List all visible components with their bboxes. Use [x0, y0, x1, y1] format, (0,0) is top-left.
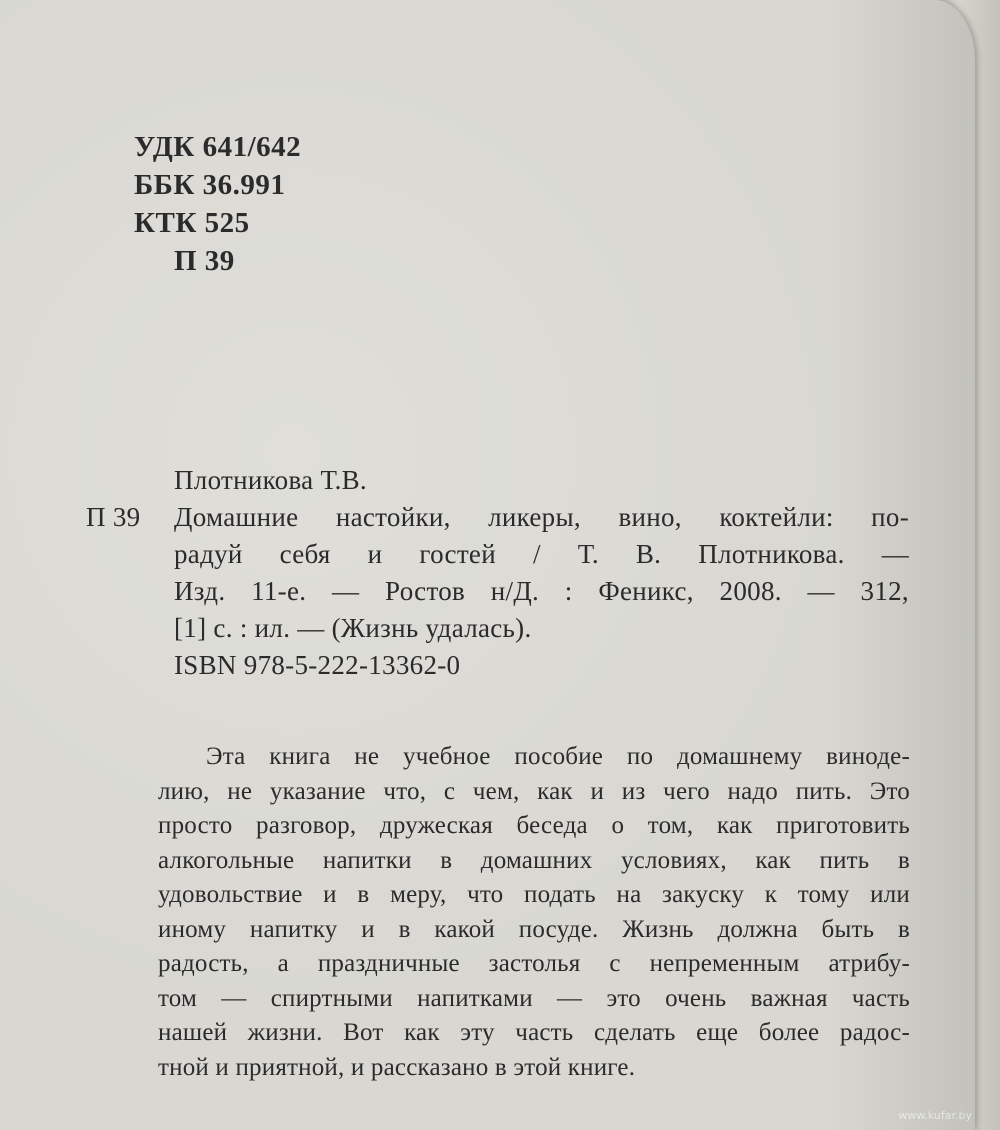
bbk-code: ББК 36.991 — [134, 169, 286, 201]
classification-codes — [134, 128, 301, 280]
watermark: www.kufar.by — [898, 1109, 972, 1122]
biblio-author: Плотникова Т.В. — [174, 465, 367, 495]
biblio-line: Изд. 11-е. — Ростов н/Д. : Феникс, 2008. — 312, — [174, 576, 909, 606]
annotation-line: тной и приятной, и рассказано в этой книге. — [158, 1053, 636, 1081]
biblio-line: Домашние настойки, ликеры, вино, коктейли: по- — [174, 502, 909, 532]
annotation-line: удовольствие и в меру, что подать на закуску к тому или — [158, 881, 910, 908]
bibliographic-record — [86, 462, 909, 684]
biblio-line: радуй себя и гостей / Т. В. Плотникова. — — [174, 539, 909, 569]
annotation-line: нашей жизни. Вот как эту часть сделать еще более радос- — [158, 1019, 910, 1046]
annotation-line: Эта книга не учебное пособие по домашнему виноде- — [206, 743, 910, 770]
udk-code: УДК 641/642 — [134, 131, 302, 163]
biblio-title-row — [86, 499, 909, 536]
annotation-line: алкогольные напитки в домашних условиях, как пить в — [158, 846, 910, 874]
annotation-line: иному напитку и в какой посуде. Жизнь должна быть в — [158, 915, 910, 943]
biblio-mark: П 39 — [86, 502, 141, 532]
biblio-author-row — [86, 462, 909, 499]
author-mark-code: П 39 — [174, 245, 235, 277]
biblio-isbn: ISBN 978-5-222-13362-0 — [174, 650, 461, 680]
annotation-paragraph — [158, 740, 910, 1085]
biblio-line: [1] с. : ил. — (Жизнь удалась). — [174, 613, 532, 643]
ktk-code: КТК 525 — [134, 207, 250, 239]
annotation-line: просто разговор, дружеская беседа о том, как приготовить — [158, 812, 910, 839]
annotation-line: лию, не указание что, с чем, как и из чего надо пить. Это — [158, 777, 910, 805]
annotation-line: радость, а праздничные застолья с непременным атрибу- — [158, 950, 910, 977]
annotation-line: том — спиртными напитками — это очень важная часть — [158, 984, 910, 1012]
